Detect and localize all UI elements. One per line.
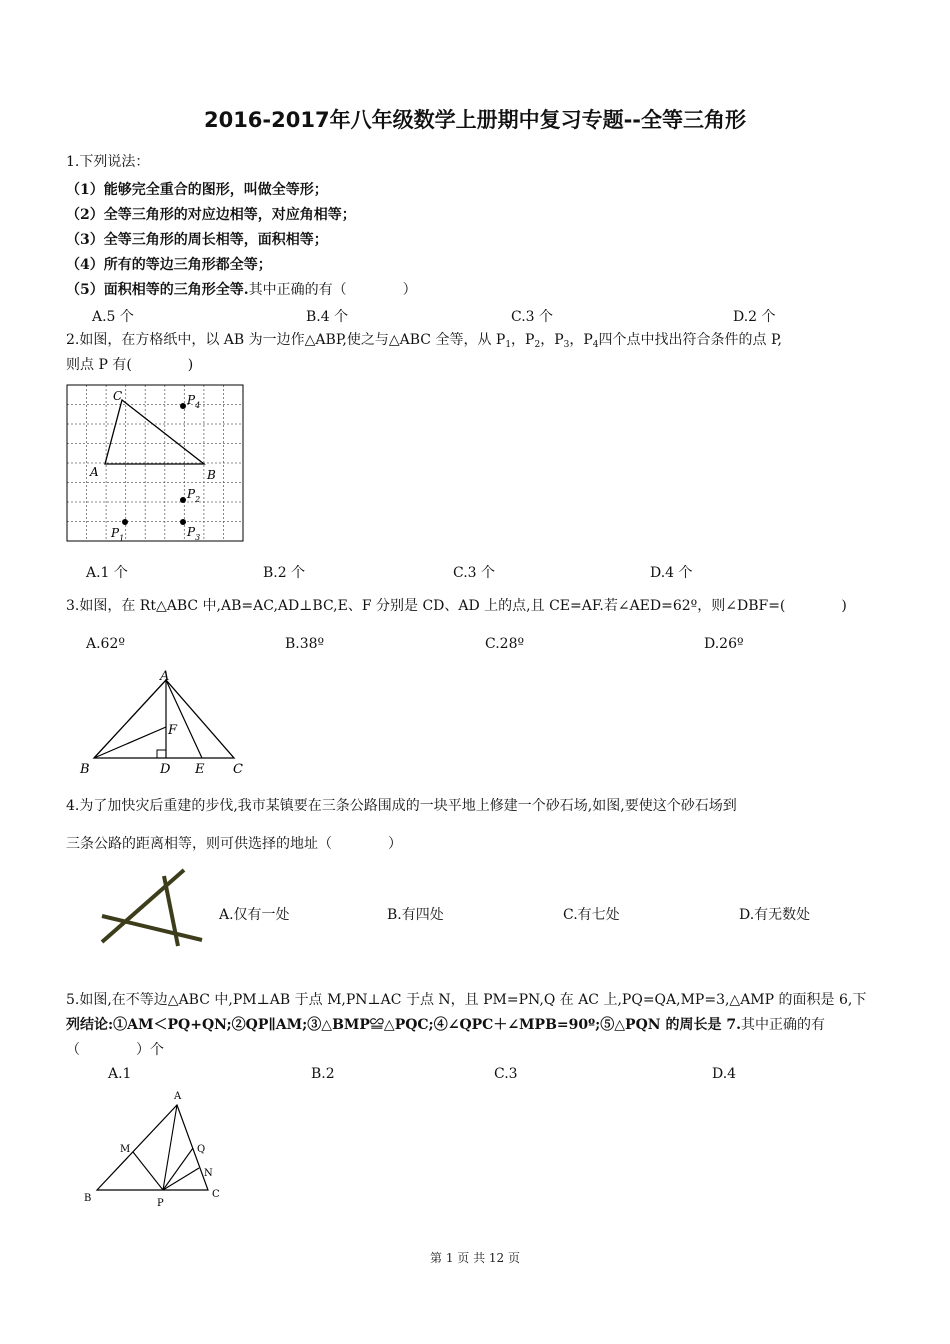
q2-label-p2: $P_2$	[187, 487, 201, 504]
q1-item-5-line	[66, 281, 417, 299]
q5-option-d: D.4	[712, 1066, 737, 1082]
q2-sub-3: 3	[563, 340, 570, 350]
q2-label-c: C	[113, 389, 123, 403]
q3-segment-bf	[94, 727, 166, 758]
q3-triangle-figure	[74, 668, 254, 780]
q5-label-n: N	[204, 1168, 213, 1179]
q1-item-2: （2）全等三角形的对应边相等，对应角相等；	[66, 207, 356, 223]
q2-sub-2: 2	[534, 340, 541, 350]
q5-label-q: Q	[197, 1144, 206, 1155]
q1-item-3: （3）全等三角形的周长相等，面积相等；	[66, 232, 328, 248]
q1-option-d: D.2 个	[733, 309, 776, 325]
q2-option-d: D.4 个	[650, 565, 693, 581]
page-footer: 第 1 页 共 12 页	[430, 1251, 520, 1265]
q5-line1: 5.如图,在不等边△ABC 中,PM⊥AB 于点 M,PN⊥AC 于点 N，且 PM=PN,Q 在 AC 上,PQ=QA,MP=3,△AMP 的面积是 6,下	[66, 992, 867, 1008]
q1-option-a: A.5 个	[92, 309, 134, 325]
q2-stem-e: 四个点中找出符合条件的点 P,	[598, 332, 782, 348]
q4-line2: 三条公路的距离相等，则可供选择的地址（ ）	[66, 836, 402, 852]
q3-stem: 3.如图，在 Rt△ABC 中,AB=AC,AD⊥BC,E、F 分别是 CD、AD 上的点,且 CE=AF.若∠AED=62º，则∠DBF=( )	[66, 598, 847, 614]
q2-sub-1: 1	[505, 340, 512, 350]
q5-label-a: A	[174, 1091, 182, 1102]
q5-segment-mp	[133, 1152, 163, 1190]
q3-label-e: E	[195, 762, 205, 777]
q2-grid	[67, 385, 243, 541]
q2-stem-c: ，P	[540, 332, 564, 348]
q1-option-c: C.3 个	[511, 309, 554, 325]
q5-line2-row	[66, 1016, 825, 1034]
q1-option-b: B.4 个	[306, 309, 349, 325]
q5-line2: 列结论:①AM＜PQ+QN;②QP∥AM;③△BMP≌△PQC;④∠QPC＋∠MPB=90º;⑤△PQN 的周长是 7.	[66, 1017, 741, 1033]
q3-label-c: C	[233, 762, 243, 777]
q2-stem-b: ，P	[511, 332, 535, 348]
q2-label-p3: $P_3$	[187, 525, 201, 542]
q5-option-b: B.2	[311, 1066, 335, 1082]
q3-label-d: D	[160, 762, 171, 777]
q4-road-3	[164, 876, 178, 946]
q2-sub-4: 4	[592, 340, 599, 350]
page-title: 2016-2017年八年级数学上册期中复习专题--全等三角形	[203, 108, 747, 132]
q2-label-p1: $P_1$	[111, 526, 125, 543]
q5-triangle-figure	[78, 1086, 238, 1216]
q3-label-a: A	[160, 669, 170, 684]
q4-option-a: A.仅有一处	[219, 907, 290, 923]
q3-right-angle-mark	[157, 750, 166, 758]
q1-tail: 其中正确的有（ ）	[248, 282, 417, 298]
q3-option-d: D.26º	[704, 636, 744, 652]
q4-roads-figure	[98, 866, 208, 948]
q2-option-c: C.3 个	[453, 565, 496, 581]
q2-point-p2	[180, 497, 186, 503]
q5-segment-pn	[163, 1168, 199, 1190]
q5-segment-pq	[163, 1148, 193, 1190]
q4-option-c: C.有七处	[563, 907, 620, 923]
q2-label-b: B	[207, 468, 216, 482]
q5-label-m: M	[120, 1144, 131, 1155]
q2-stem-d: ，P	[569, 332, 593, 348]
q2-grid-figure	[66, 384, 246, 544]
q3-triangle-abc	[94, 680, 234, 758]
q2-label-p4: $P_4$	[187, 393, 201, 410]
q2-point-p1	[122, 519, 128, 525]
q5-label-c: C	[212, 1189, 220, 1200]
q1-item-1: （1）能够完全重合的图形，叫做全等形；	[66, 182, 328, 198]
q5-label-b: B	[84, 1193, 92, 1204]
q2-triangle-abc	[105, 400, 204, 464]
q5-option-c: C.3	[494, 1066, 518, 1082]
q2-point-p4	[180, 403, 186, 409]
q2-label-a: A	[90, 465, 99, 479]
q5-line2-tail: 其中正确的有	[740, 1017, 825, 1033]
q4-option-b: B.有四处	[387, 907, 444, 923]
q2-stem-a: 2.如图，在方格纸中，以 AB 为一边作△ABP,使之与△ABC 全等，从 P	[66, 332, 506, 348]
q3-option-c: C.28º	[485, 636, 525, 652]
q3-label-b: B	[80, 762, 90, 777]
q3-option-a: A.62º	[86, 636, 125, 652]
q1-item-5: （5）面积相等的三角形全等.	[66, 282, 249, 298]
q2-point-p3	[180, 519, 186, 525]
q3-label-f: F	[168, 723, 178, 738]
q4-option-d: D.有无数处	[739, 907, 811, 923]
q5-option-a: A.1	[108, 1066, 132, 1082]
q4-line1: 4.为了加快灾后重建的步伐,我市某镇要在三条公路围成的一块平地上修建一个砂石场,如图,要使这个砂石场到	[66, 798, 737, 814]
q1-item-4: （4）所有的等边三角形都全等；	[66, 257, 272, 273]
q3-option-b: B.38º	[285, 636, 325, 652]
q5-line3: （ ）个	[66, 1042, 164, 1058]
q3-segment-ae	[166, 680, 202, 758]
q2-stem	[66, 331, 782, 354]
q5-label-p: P	[157, 1198, 164, 1209]
q2-line2: 则点 P 有( )	[66, 357, 194, 373]
q2-option-a: A.1 个	[86, 565, 128, 581]
q2-option-b: B.2 个	[263, 565, 306, 581]
q1-stem: 1.下列说法：	[66, 154, 150, 170]
